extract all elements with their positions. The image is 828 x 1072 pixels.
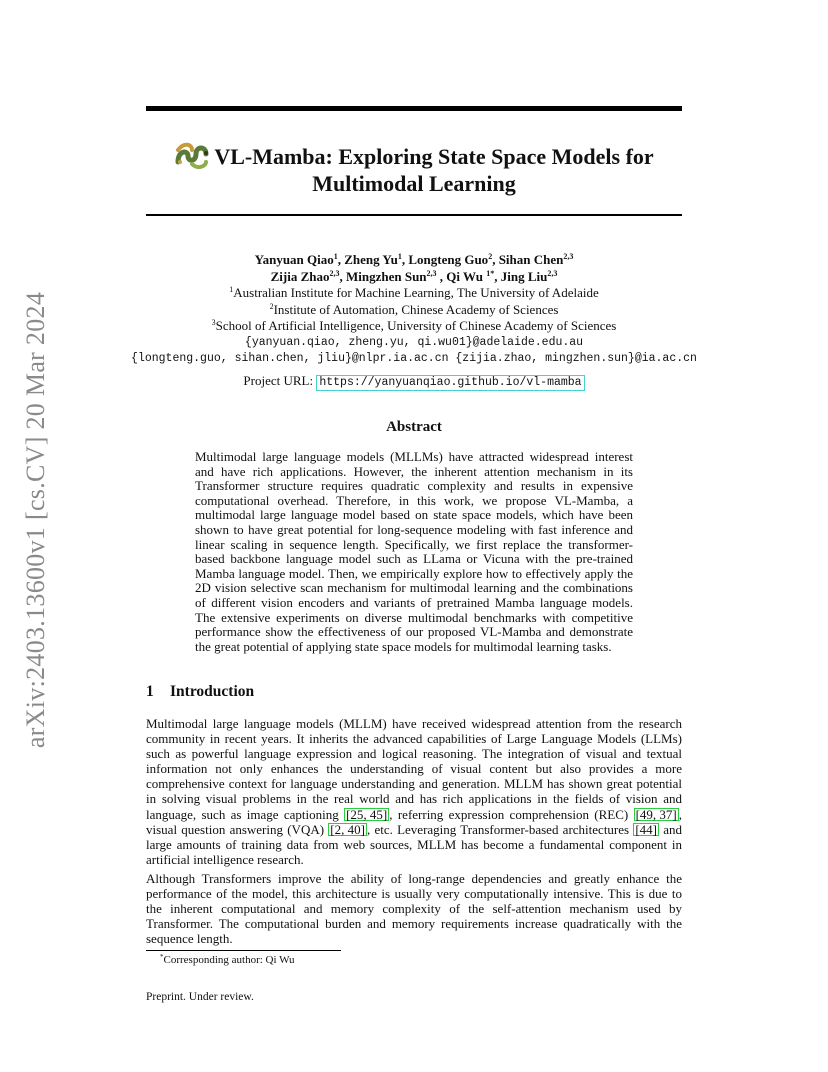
author-affil-mark: 2,3 xyxy=(563,252,574,261)
footnote-rule xyxy=(146,950,341,951)
paragraph-text: , referring expression comprehension (REC) xyxy=(389,806,634,822)
author-affil-mark: 1 xyxy=(397,252,402,261)
author-name: Sihan Chen xyxy=(498,252,564,267)
paper-title xyxy=(146,140,682,197)
affil-mark: 1 xyxy=(229,285,234,294)
section-number: 1 xyxy=(146,683,154,700)
snake-logo-icon xyxy=(174,140,210,170)
author-affil-mark: 2,3 xyxy=(426,268,437,278)
email-line-1: {yanyuan.qiao, zheng.yu, qi.wu01}@adelaide.edu.au xyxy=(244,335,584,349)
title-top-rule xyxy=(146,106,682,111)
author-name: Qi Wu xyxy=(446,268,484,284)
author-line-1: Yanyuan Qiao$^1$, Zheng Yu$^1$, Longteng Guo$^2$, Sihan Chen$^{2,3}$ xyxy=(254,252,574,267)
abstract-heading: Abstract xyxy=(386,419,442,435)
affil-mark: 3 xyxy=(211,318,216,327)
author-affil-mark: 2,3 xyxy=(547,268,558,278)
arxiv-stamp xyxy=(20,270,52,770)
title-bottom-rule xyxy=(146,214,682,216)
paragraph-text: and large amounts of training data from web sources, MLLM has become a fundamental component in artificial intelligence research. xyxy=(146,821,683,867)
author-name: Yanyuan Qiao xyxy=(254,252,334,267)
title-line-2: Multimodal Learning xyxy=(312,171,516,196)
section-title: Introduction xyxy=(170,683,255,700)
author-name: Zijia Zhao xyxy=(270,268,330,284)
paragraph-text: , etc. Leveraging Transformer-based architectures xyxy=(366,821,634,837)
affiliation-3 xyxy=(120,318,708,335)
paragraph-text: Multimodal large language models (MLLM) have received widespread attention from the research community in recent years. It inherits the advanced capabilities of Large Language Models (LLMs) such as powerful language expression and logical reasoning. The integration of visual and textual information not only enhances the understanding of visual content but also provides a more comprehensive context for language understanding and generation. MLLM has shown great potential in solving visual problems in the real world and has rich applications in the fields of vision and language, such as image captioning xyxy=(146,716,682,822)
arxiv-id-text: arXiv:2403.13600v1 [cs.CV] 20 Mar 2024 xyxy=(21,291,51,749)
project-url-label: Project URL: xyxy=(243,372,314,388)
affiliation-2 xyxy=(120,302,708,319)
citation-link[interactable]: [2, 40] xyxy=(330,821,365,837)
author-name: Zheng Yu xyxy=(344,252,398,267)
footnote xyxy=(160,954,295,967)
author-line-2: Zijia Zhao$^{2,3}$, Mingzhen Sun$^{2,3}$ , Qi Wu $^{1*}$, Jing Liu$^{2,3}$ xyxy=(270,268,558,284)
project-url-line xyxy=(120,373,708,391)
citation-link[interactable]: [49, 37] xyxy=(635,806,677,822)
author-block xyxy=(120,252,708,391)
preprint-note: Preprint. Under review. xyxy=(146,991,254,1003)
section-heading xyxy=(146,683,254,701)
author-name: Longteng Guo xyxy=(408,252,489,267)
paragraph-text: , visual question answering (VQA) xyxy=(146,806,682,837)
affiliation-text: Australian Institute for Machine Learning, The University of Adelaide xyxy=(233,285,599,300)
citation-link[interactable]: [44] xyxy=(635,821,657,837)
footnote-mark: * xyxy=(160,953,164,961)
author-affil-mark: 1 xyxy=(333,252,338,261)
author-affil-mark: 1* xyxy=(486,268,495,278)
email-line-2: {longteng.guo, sihan.chen, jliu}@nlpr.ia.ac.cn {zijia.zhao, mingzhen.sun}@ia.ac.cn xyxy=(131,352,697,365)
project-url-link[interactable]: https://yanyuanqiao.github.io/vl-mamba xyxy=(316,375,584,391)
affiliation-1 xyxy=(120,285,708,302)
author-affil-mark: 2,3 xyxy=(329,268,340,278)
citation-link[interactable]: [25, 45] xyxy=(346,806,388,822)
author-affil-mark: 2 xyxy=(488,252,493,261)
affiliation-text: Institute of Automation, Chinese Academy of Sciences xyxy=(273,301,559,317)
intro-paragraph-1 xyxy=(146,716,682,867)
affil-mark: 2 xyxy=(269,301,274,311)
footnote-text: Corresponding author: Qi Wu xyxy=(163,954,295,966)
author-name: Mingzhen Sun xyxy=(345,268,427,284)
title-line-1: VL-Mamba: Exploring State Space Models for xyxy=(214,144,654,169)
author-name: Jing Liu xyxy=(500,268,548,284)
abstract-text: Multimodal large language models (MLLMs) have attracted widespread interest and have rich applications. However, the inherent attention mechanism in its Transformer structure requires quadratic complexity and results in expensive computational overhead. Therefore, in this work, we propose VL-Mamba, a multimodal large language model based on state space models, which have been shown to have great potential for long-sequence modeling with fast inference and linear scaling in sequence length. Specifically, we first replace the transformer-based backbone language model such as LLama or Vicuna with the pre-trained Mamba language model. Then, we empirically explore how to effectively apply the 2D vision selective scan mechanism for multimodal learning and the combinations of different vision encoders and variants of pretrained Mamba language models. The extensive experiments on diverse multimodal benchmarks with competitive performance show the effectiveness of our proposed VL-Mamba and demonstrate the great potential of applying state space models for multimodal learning tasks. xyxy=(195,449,633,654)
affiliation-text: School of Artificial Intelligence, University of Chinese Academy of Sciences xyxy=(215,318,617,333)
intro-paragraph-2: Although Transformers improve the ability of long-range dependencies and greatly enhance the performance of the model, this architecture is usually very computationally intensive. This is due to the inherent computational and memory complexity of the self-attention mechanism used by Transformer. The computational burden and memory requirements increase quadratically with the sequence length. xyxy=(146,871,682,947)
